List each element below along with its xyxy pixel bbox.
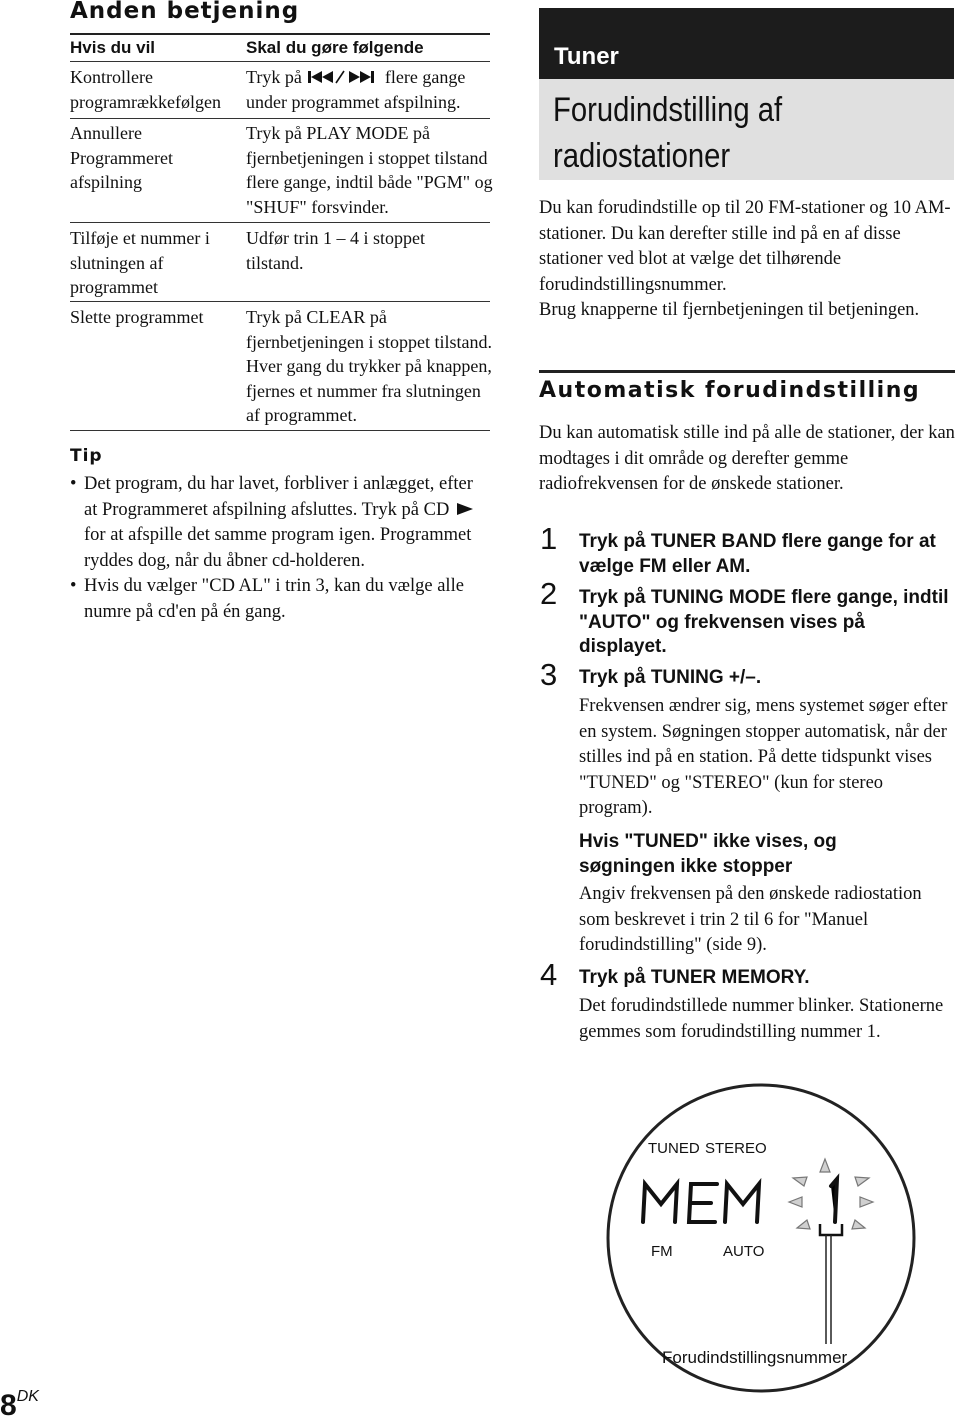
step-title: Tryk på TUNER MEMORY. [579, 967, 810, 988]
step-title: Tryk på TUNING MODE flere gange, indtil "AUTO" og frekvensen vises på displayet. [579, 587, 949, 657]
callout-label: Forudindstillingsnummer [662, 1348, 848, 1367]
row-do [246, 65, 496, 114]
table-row [70, 65, 242, 114]
step-number: 1 [540, 521, 558, 556]
section-heading: Anden betjening [70, 0, 300, 24]
row-want: Annullere Programmeret afspilning [70, 123, 173, 192]
row-do-text: Tryk på [246, 67, 302, 87]
table-top-rule [70, 33, 490, 35]
row-do-text-line2: under programmet afspilning. [246, 91, 461, 112]
lcd-tuned: TUNED [648, 1140, 700, 1157]
tip-bullet-text: for at afspille det samme program igen. Programmet ryddes dog, når du åbner cd-holderen. [84, 525, 472, 571]
table-row-rule [70, 118, 490, 119]
lcd-auto: AUTO [723, 1243, 765, 1260]
row-do: Udfør trin 1 – 4 i stoppet tilstand. [246, 228, 425, 273]
section-label: Tuner [554, 43, 619, 70]
table-header-want: Hvis du vil [70, 38, 156, 57]
sub-intro-text: Du kan automatisk stille ind på alle de stationer, der kan modtages i dit område og derefter gemme radiofrekvensen for de ønskede stationer. [539, 423, 955, 494]
step-number: 2 [540, 576, 558, 611]
lcd-fm: FM [651, 1243, 673, 1260]
section-title-box [539, 79, 954, 180]
section-label-bar [539, 8, 954, 79]
intro-text-2: Brug knapperne til fjernbetjeningen til betjeningen. [539, 300, 920, 320]
step-number: 4 [540, 957, 558, 992]
page-suffix: DK [16, 1388, 39, 1405]
step-body: Det forudindstillede nummer blinker. Stationerne gemmes som forudindstilling nummer 1. [579, 996, 944, 1042]
tip-bullet-text: Hvis du vælger "CD AL" i trin 3, kan du vælge alle numre på cd'en på én gang. [84, 576, 464, 622]
section-title: Forudindstilling af radiostationer [553, 91, 783, 175]
subheading: Automatisk forudindstilling [539, 378, 921, 403]
row-want: Slette programmet [70, 307, 204, 327]
note-body: Angiv frekvensen på den ønskede radiostation som beskrevet i trin 2 til 6 for "Manuel forudindstilling" (side 9). [579, 884, 922, 955]
table-bottom-rule [70, 430, 490, 431]
intro-text: Du kan forudindstille op til 20 FM-stationer og 10 AM-stationer. Du kan derefter stille ind på en af disse stationer ved blot at vælge det tilhørende forudindstillingsnummer. [539, 198, 951, 295]
table-header-do: Skal du gøre følgende [246, 38, 424, 57]
table-row-rule [70, 301, 490, 302]
lcd-stereo: STEREO [705, 1140, 767, 1157]
step-title: Tryk på TUNING +/–. [579, 667, 762, 688]
tip-list [70, 472, 490, 625]
row-want: Tilføje et nummer i slutningen af programmet [70, 228, 210, 297]
subheading-rule [539, 370, 955, 373]
table-header-rule [70, 61, 490, 62]
row-do: Tryk på CLEAR på fjernbetjeningen i stoppet tilstand. Hver gang du trykker på knappen, fjernes et nummer fra slutningen af programmet. [246, 307, 492, 425]
step-title: Tryk på TUNER BAND flere gange for at vælge FM eller AM. [579, 531, 936, 577]
row-do-text-post: flere gange [384, 67, 466, 87]
page-number-digit: 8 [0, 1389, 17, 1422]
list-item: • Det program, du har lavet, forbliver i anlægget, efter at Programmeret afspilning afsluttes. Tryk på CD for at afspille det samme program igen. Programmet ryddes dog, når du åbner cd-holderen. [70, 472, 490, 574]
table-row-rule [70, 222, 490, 223]
list-item: • Hvis du vælger "CD AL" i trin 3, kan du vælge alle numre på cd'en på én gang. [70, 574, 490, 625]
tip-heading: Tip [70, 446, 103, 466]
row-do: Tryk på PLAY MODE på fjernbetjeningen i stoppet tilstand flere gange, indtil både "PGM" og "SHUF" forsvinder. [246, 123, 493, 217]
row-want: Kontrollere programrækkefølgen [70, 67, 221, 112]
step-number: 3 [540, 657, 558, 692]
prev-next-icon [306, 70, 380, 84]
page-number [0, 1388, 39, 1423]
play-icon [454, 502, 476, 516]
note-title: Hvis "TUNED" ikke vises, og søgningen ikke stopper [579, 831, 837, 877]
step-body: Frekvensen ændrer sig, mens systemet søger efter en system. Søgningen stopper automatisk, når der stilles ind på en station. På dette tidspunkt vises "TUNED" og "STEREO" (kun for stereo program). [579, 696, 948, 818]
tip-bullet-text: Det program, du har lavet, forbliver i anlægget, efter at Programmeret afspilning afsluttes. Tryk på CD [84, 474, 473, 520]
